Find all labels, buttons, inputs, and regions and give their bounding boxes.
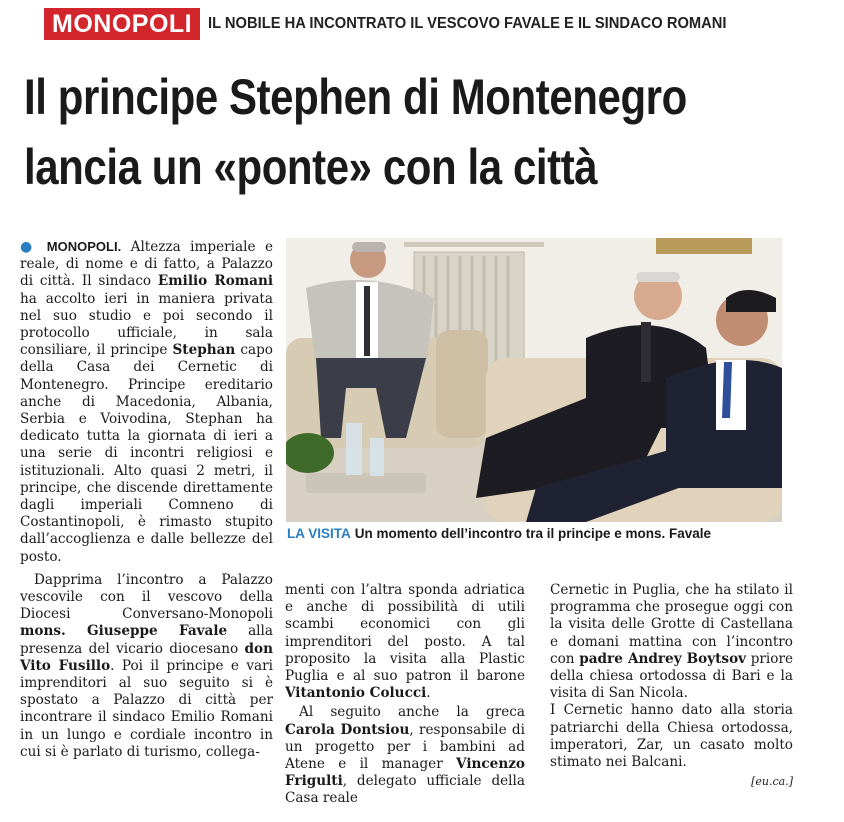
text: Altezza imperiale e reale, di nome e di fatto, a Palazzo di città. Il sindaco [20, 239, 273, 290]
text: , responsabile di un progetto per i bambini ad Atene e il manager [285, 721, 525, 773]
headline-line-2: lancia un «ponte» con la città [24, 139, 598, 195]
photo-caption [287, 526, 711, 541]
text: priore della chiesa ortodossa di Bari e la visita di San Nicola. [550, 650, 793, 702]
article-column-2 [285, 582, 525, 808]
name-bold: mons. Giuseppe Favale [20, 623, 228, 640]
section-tag: MONOPOLI [44, 8, 200, 40]
text: capo della Casa dei Cernetic di Montenegro. Principe ereditario anche di Macedonia, Albania, Serbia e Voivodina, Stephan ha dedicato tutta la giornata di ieri a una serie di incontri religiosi e istituzionali. Alto quasi 2 metri, il principe, che discende direttamente dagli imperiali Comneno di Costantinopoli, è rimasto stupito dall’accoglienza e dalle bellezze del posto. [20, 342, 273, 565]
name-bold: don Vito Fusillo [20, 640, 273, 674]
paragraph [285, 582, 525, 702]
article-column-3 [550, 582, 793, 790]
text: Dapprima l’incontro a Palazzo vescovile con il vescovo della Diocesi Conversano-Monopoli [20, 571, 273, 623]
author-signature: [eu.ca.] [751, 775, 793, 789]
headline [24, 62, 696, 202]
article-column-1 [20, 238, 273, 761]
name-bold: Stephan [172, 342, 236, 359]
name-bold: Vincenzo Frigulti [285, 756, 525, 790]
caption-label: LA VISITA [287, 526, 351, 541]
text: . [426, 685, 431, 702]
name-bold: Emilio Romani [157, 273, 274, 290]
paragraph [20, 238, 273, 566]
bullet-icon: ● [20, 239, 38, 255]
name-bold: padre Andrey Boytsov [579, 650, 747, 667]
name-bold: Carola Dontsiou [285, 721, 410, 738]
text: Cernetic in Puglia, che ha stilato il programma che prosegue oggi con la visita delle Grotte di Castellana e domani mattina con l’incontro con [550, 582, 793, 667]
text: alla presenza del vicario diocesano [20, 623, 273, 657]
kicker-text: IL NOBILE HA INCONTRATO IL VESCOVO FAVALE E IL SINDACO ROMANI [208, 15, 727, 32]
text: I Cernetic hanno dato alla storia patriarchi della Chiesa ortodossa, imperatori, Zar, un casato molto stimato nei Balcani. [550, 702, 793, 771]
headline-line-1: Il principe Stephen di Montenegro [24, 69, 687, 125]
dateline: MONOPOLI. [46, 239, 122, 254]
paragraph [285, 704, 525, 807]
text: Al seguito anche la greca [299, 704, 525, 721]
caption-text: Un momento dell’incontro tra il principe e mons. Favale [354, 526, 712, 541]
article-photo [286, 238, 782, 522]
paragraph [550, 702, 793, 771]
kicker [44, 8, 772, 40]
text: ha accolto ieri in maniera privata nel suo studio e poi secondo il protocollo ufficiale, in sala consiliare, il principe [20, 290, 273, 359]
text: menti con l’altra sponda adriatica e anche di possibilità di utili scambi economici con gli imprenditori del posto. A tal proposito la visita alla Plastic Puglia e al suo patron il barone [285, 582, 525, 685]
paragraph [20, 572, 273, 761]
text: . Poi il principe e vari imprenditori al suo seguito si è spostato a Palazzo di città per incontrare il sindaco Emilio Romani in un lungo e cordiale incontro in cui si è parlato di turismo, collega- [20, 657, 274, 760]
text: , delegato ufficiale della Casa reale [285, 773, 525, 807]
photo-illustration [286, 238, 782, 522]
name-bold: Vitantonio Colucci [285, 685, 427, 702]
paragraph [550, 582, 793, 702]
